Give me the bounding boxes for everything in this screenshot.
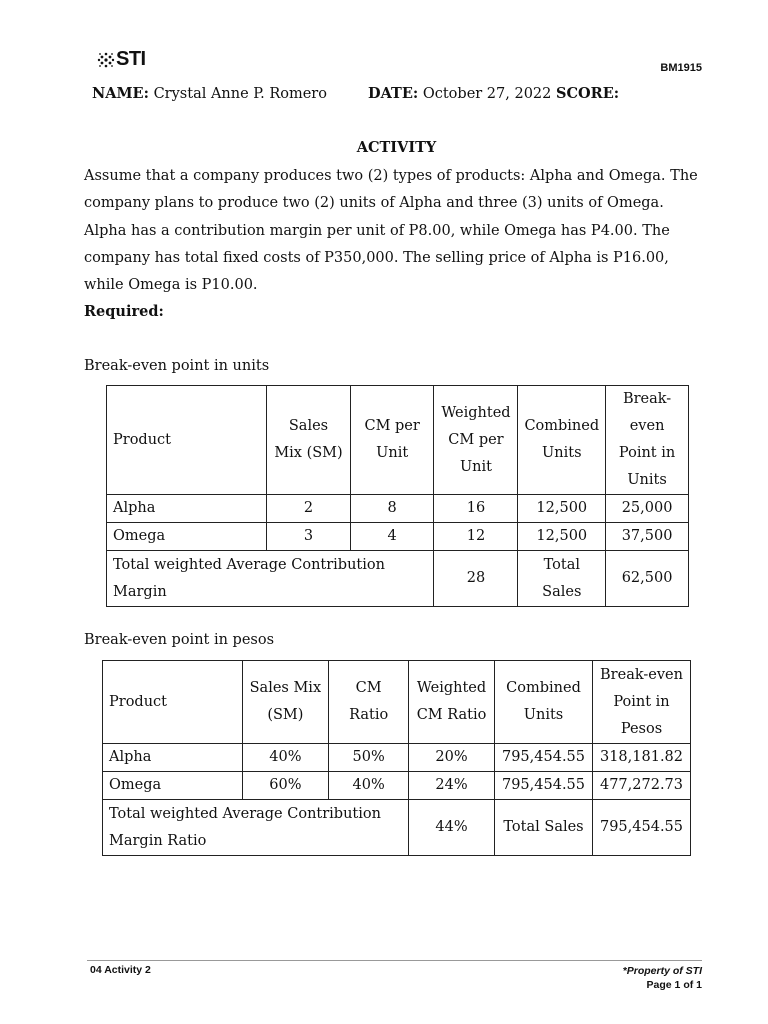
table-cell: 795,454.55: [495, 772, 593, 800]
table-cell: 20%: [409, 744, 495, 772]
header-cell: Weighted CM Ratio: [409, 661, 495, 744]
table-total-row: [107, 551, 689, 607]
table-cell: 40%: [242, 744, 329, 772]
footer-right: [623, 964, 702, 992]
name-line: [92, 85, 327, 102]
table-cell: 24%: [409, 772, 495, 800]
breakeven-units-table: [106, 385, 689, 607]
header-cell: Product: [107, 386, 267, 495]
table-cell: 477,272.73: [593, 772, 691, 800]
total-sales-label-cell: Total Sales: [518, 551, 606, 607]
table-cell: 60%: [242, 772, 329, 800]
paragraph-line: Alpha has a contribution margin per unit of P8.00, while Omega has P4.00. The: [84, 222, 670, 239]
table-cell: 795,454.55: [495, 744, 593, 772]
table-cell: 2: [267, 495, 351, 523]
table-row: [107, 523, 689, 551]
table-row: [107, 495, 689, 523]
header-cell: Combined Units: [495, 661, 593, 744]
total-label-cell: Total weighted Average Contribution Margin Ratio: [103, 800, 409, 856]
document-code: BM1915: [660, 62, 702, 74]
header-cell: Product: [103, 661, 243, 744]
date-score-line: [368, 85, 619, 102]
table-cell: 25,000: [606, 495, 689, 523]
breakeven-pesos-table: [102, 660, 691, 856]
table-cell: 50%: [329, 744, 409, 772]
header-cell: CM Ratio: [329, 661, 409, 744]
activity-title: ACTIVITY: [356, 139, 437, 156]
footer-page-number: Page 1 of 1: [646, 979, 702, 991]
total-value-cell: 62,500: [606, 551, 689, 607]
table-cell: 12,500: [518, 523, 606, 551]
footer-activity-label: 04 Activity 2: [90, 964, 151, 976]
footer-property: *Property of STI: [622, 965, 702, 977]
total-value-cell: 795,454.55: [593, 800, 691, 856]
logo-text: STI: [116, 48, 146, 70]
paragraph-line: company plans to produce two (2) units of Alpha and three (3) units of Omega.: [84, 195, 664, 212]
date-label: DATE:: [368, 85, 419, 102]
score-label: SCORE:: [556, 85, 620, 102]
footer-divider: [87, 960, 702, 961]
table-cell: Omega: [107, 523, 267, 551]
name-value: Crystal Anne P. Romero: [153, 86, 327, 102]
paragraph-line: Assume that a company produces two (2) types of products: Alpha and Omega. The: [84, 168, 698, 184]
paragraph-line: while Omega is P10.00.: [84, 277, 258, 294]
sti-globe-icon: [97, 50, 115, 70]
header-cell: Combined Units: [518, 386, 606, 495]
date-value: October 27, 2022: [422, 86, 552, 102]
required-heading: Required:: [84, 303, 164, 320]
header-cell: Weighted CM per Unit: [434, 386, 518, 495]
table-cell: 16: [434, 495, 518, 523]
total-weighted-cell: 28: [434, 551, 518, 607]
name-label: NAME:: [92, 85, 149, 102]
table-row: [103, 744, 691, 772]
table-header-row: [103, 661, 691, 744]
table-cell: 37,500: [606, 523, 689, 551]
table-header-row: [107, 386, 689, 495]
table-cell: 4: [350, 523, 434, 551]
table1-label: Break-even point in units: [84, 358, 270, 374]
total-label-cell: Total weighted Average Contribution Margin: [107, 551, 434, 607]
sti-logo: [97, 48, 146, 71]
total-weighted-cell: 44%: [409, 800, 495, 856]
table-cell: 12,500: [518, 495, 606, 523]
header-cell: CM per Unit: [350, 386, 434, 495]
table2-label: Break-even point in pesos: [84, 632, 275, 648]
table-row: [103, 772, 691, 800]
header-cell: Break-even Point in Units: [606, 386, 689, 495]
table-cell: 3: [267, 523, 351, 551]
table-cell: 12: [434, 523, 518, 551]
problem-statement: [84, 163, 704, 299]
header-cell: Sales Mix (SM): [242, 661, 329, 744]
table-cell: 40%: [329, 772, 409, 800]
table-total-row: [103, 800, 691, 856]
table-cell: Alpha: [103, 744, 243, 772]
table-cell: 318,181.82: [593, 744, 691, 772]
total-sales-label-cell: Total Sales: [495, 800, 593, 856]
table-cell: 8: [350, 495, 434, 523]
header-cell: Break-even Point in Pesos: [593, 661, 691, 744]
paragraph-line: company has total fixed costs of P350,000. The selling price of Alpha is P16.00,: [84, 249, 669, 266]
header-cell: Sales Mix (SM): [267, 386, 351, 495]
table-cell: Omega: [103, 772, 243, 800]
table-cell: Alpha: [107, 495, 267, 523]
